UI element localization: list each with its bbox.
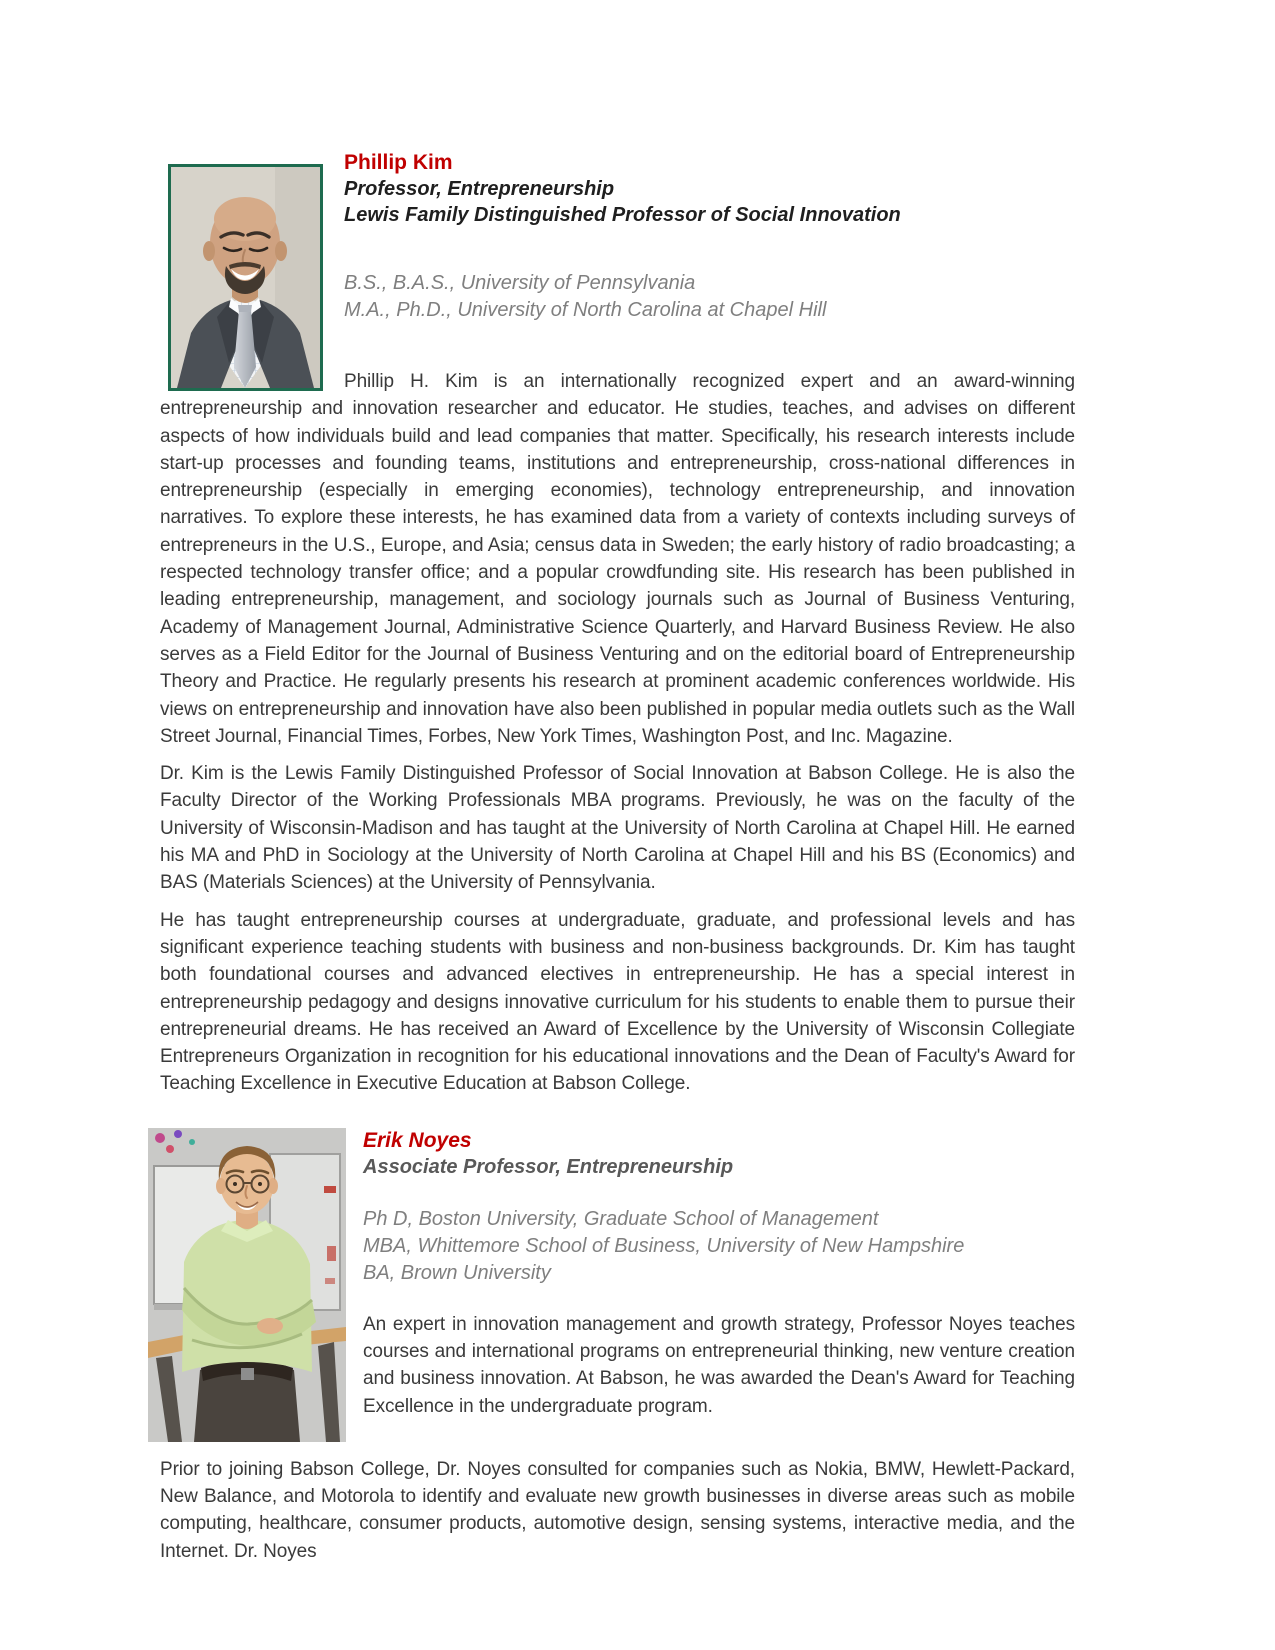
profile-title: Professor, Entrepreneurship <box>344 178 615 200</box>
bio-paragraph: An expert in innovation management and growth strategy, Professor Noyes teaches courses and international programs on entrepreneurial thinking, new venture creation and business innovation. At Babson, he was awarded the Dean's Award for Teaching Excellence in the undergraduate program. <box>363 1313 1075 1417</box>
profile-education: MBA, Whittemore School of Business, University of New Hampshire <box>363 1234 965 1257</box>
profile-title: Associate Professor, Entrepreneurship <box>363 1155 734 1178</box>
phillip-kim-portrait-illustration <box>171 167 320 388</box>
phillip-kim-photo <box>168 164 323 391</box>
bio-paragraph: Prior to joining Babson College, Dr. Noyes consulted for companies such as Nokia, BMW, Hewlett-Packard, New Balance, and Motorola to identify and evaluate new growth businesses in diverse areas such as mobile computing, healthcare, consumer products, automotive design, sensing systems, interactive media, and the Internet. Dr. Noyes <box>160 1458 1075 1562</box>
profile-title: Lewis Family Distinguished Professor of Social Innovation <box>344 204 901 226</box>
profile-section-erik-noyes <box>160 1128 1075 1565</box>
bio-paragraph: Dr. Kim is the Lewis Family Distinguished Professor of Social Innovation at Babson College. He is also the Faculty Director of the Working Professionals MBA programs. Previously, he was on the faculty of the University of Wisconsin-Madison and has taught at the University of North Carolina at Chapel Hill. He earned his MA and PhD in Sociology at the University of North Carolina at Chapel Hill and his BS (Economics) and BAS (Materials Sciences) at the University of Pennsylvania. <box>160 763 1075 894</box>
profile-name: Phillip Kim <box>344 151 453 174</box>
profile-section-phillip-kim <box>160 0 1075 1098</box>
profile-education: M.A., Ph.D., University of North Carolina at Chapel Hill <box>344 299 827 321</box>
bio-paragraph: Phillip H. Kim is an internationally recognized expert and an award-winning entrepreneurship and innovation researcher and educator. He studies, teaches, and advises on different aspects of how individuals build and lead companies that matter. Specifically, his research interests include start-up processes and founding teams, institutions and entrepreneurship, cross-national differences in entrepreneurship (especially in emerging economies), technology entrepreneurship, and innovation narratives. To explore these interests, he has examined data from a variety of contexts including surveys of entrepreneurs in the U.S., Europe, and Asia; census data in Sweden; the early history of radio broadcasting; a respected technology transfer office; and a popular crowdfunding site. His research has been published in leading entrepreneurship, management, and sociology journals such as Journal of Business Venturing, Academy of Management Journal, Administrative Science Quarterly, and Harvard Business Review. He also serves as a Field Editor for the Journal of Business Venturing and on the editorial board of Entrepreneurship Theory and Practice. He regularly presents his research at prominent academic conferences worldwide. His views on entrepreneurship and innovation have also been published in popular media outlets such as the Wall Street Journal, Financial Times, Forbes, New York Times, Washington Post, and Inc. Magazine. <box>160 371 1075 747</box>
erik-noyes-portrait-illustration <box>148 1128 346 1442</box>
profile-education: BA, Brown University <box>363 1261 551 1284</box>
erik-noyes-photo <box>148 1128 346 1442</box>
profile-education: B.S., B.A.S., University of Pennsylvania <box>344 272 696 294</box>
bio-paragraph: He has taught entrepreneurship courses at undergraduate, graduate, and professional levels and has significant experience teaching students with business and non-business backgrounds. Dr. Kim has taught both foundational courses and advanced electives in entrepreneurship. He has a special interest in entrepreneurship pedagogy and designs innovative curriculum for his students to enable them to pursue their entrepreneurial dreams. He has received an Award of Excellence by the University of Wisconsin Collegiate Entrepreneurs Organization in recognition for his educational innovations and the Dean of Faculty's Award for Teaching Excellence in Executive Education at Babson College. <box>160 909 1075 1095</box>
profile-education: Ph D, Boston University, Graduate School of Management <box>363 1207 879 1230</box>
profile-name: Erik Noyes <box>363 1128 472 1152</box>
